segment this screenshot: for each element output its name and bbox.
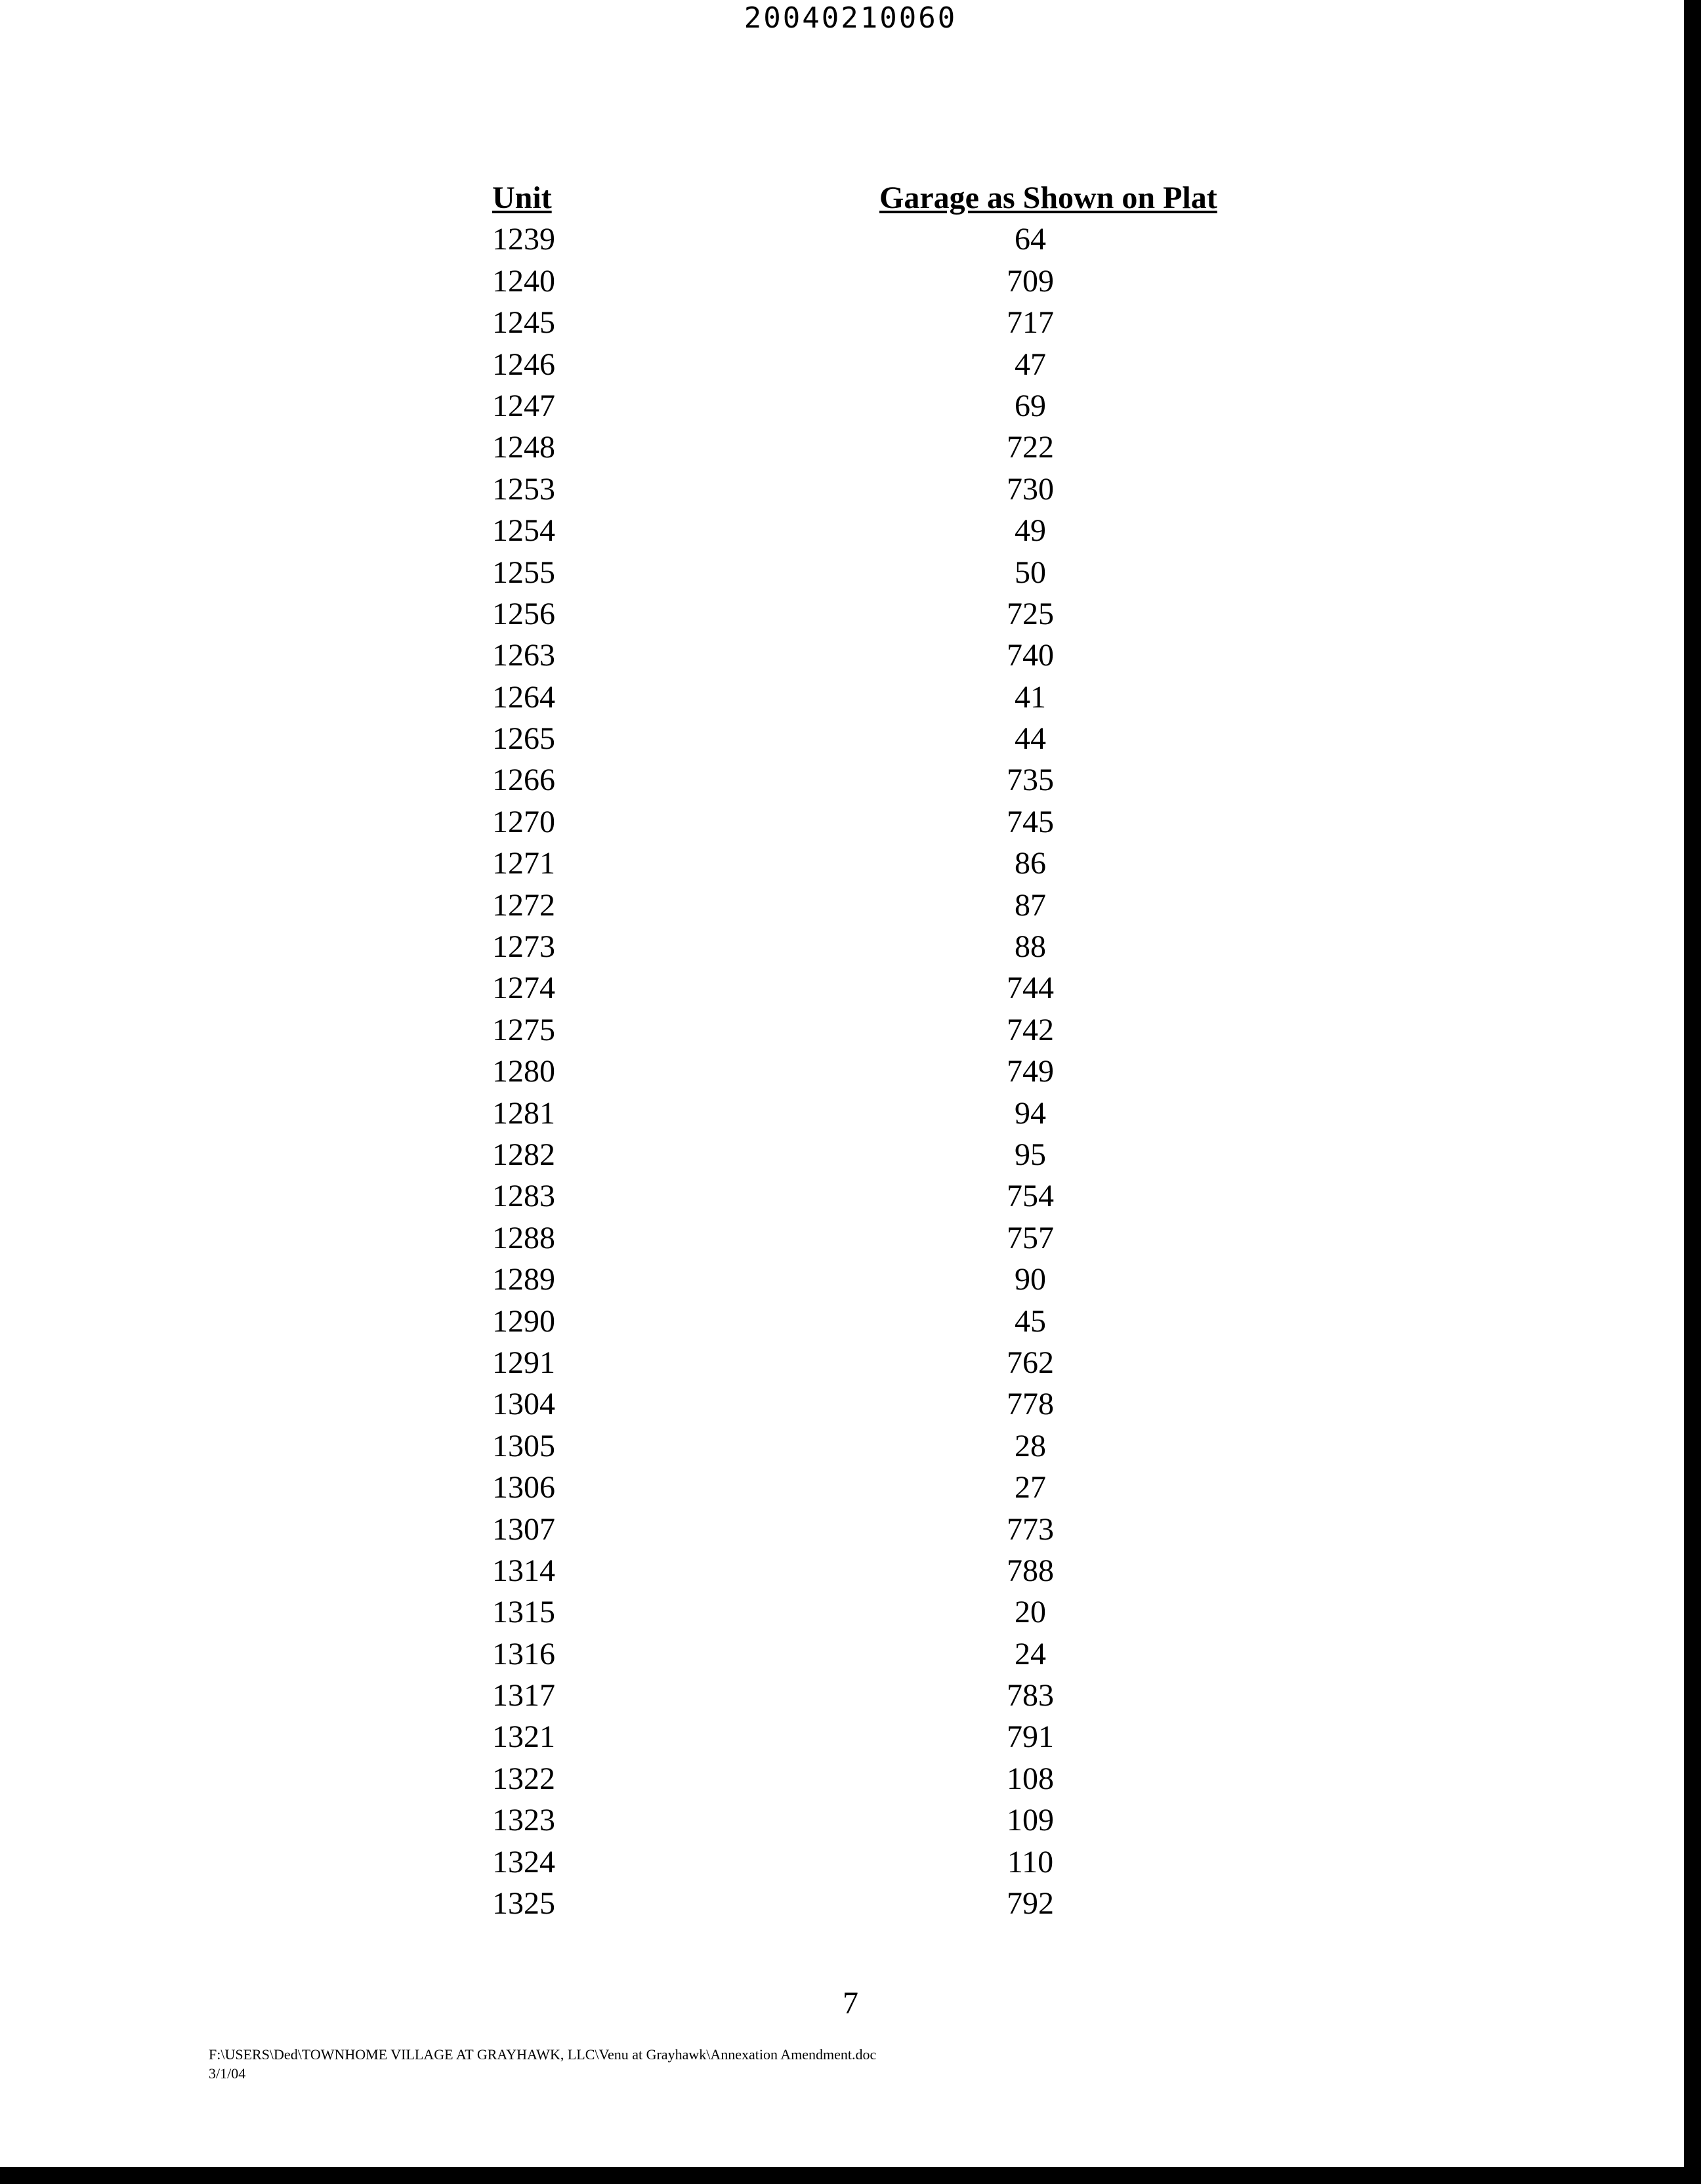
table-row	[472, 1383, 1312, 1425]
table-row	[472, 593, 1312, 635]
table-row	[472, 510, 1312, 551]
unit-cell: 1283	[492, 1179, 555, 1214]
garage-cell: 49	[1015, 513, 1046, 549]
table-row	[472, 1716, 1312, 1757]
table-row	[472, 718, 1312, 759]
unit-cell: 1239	[492, 222, 555, 257]
table-row	[472, 219, 1312, 260]
recording-number: 20040210060	[744, 1, 957, 35]
unit-cell: 1264	[492, 679, 555, 715]
garage-cell: 90	[1015, 1262, 1046, 1297]
table-row	[472, 801, 1312, 843]
footer-date: 3/1/04	[209, 2065, 246, 2082]
unit-cell: 1314	[492, 1553, 555, 1588]
table-row	[472, 261, 1312, 302]
garage-cell: 94	[1015, 1095, 1046, 1131]
unit-cell: 1307	[492, 1511, 555, 1547]
garage-cell: 24	[1015, 1636, 1046, 1671]
table-row	[472, 469, 1312, 510]
garage-cell: 110	[1007, 1844, 1054, 1880]
unit-garage-table	[472, 177, 1312, 1924]
table-row	[472, 1259, 1312, 1300]
unit-cell: 1255	[492, 555, 555, 590]
table-row	[472, 344, 1312, 385]
garage-cell: 717	[1007, 305, 1054, 341]
unit-cell: 1317	[492, 1678, 555, 1713]
garage-cell: 754	[1007, 1179, 1054, 1214]
garage-cell: 745	[1007, 804, 1054, 839]
unit-cell: 1246	[492, 346, 555, 382]
garage-cell: 773	[1007, 1511, 1054, 1547]
unit-cell: 1265	[492, 721, 555, 757]
unit-cell: 1272	[492, 887, 555, 923]
garage-cell: 27	[1015, 1470, 1046, 1505]
garage-cell: 744	[1007, 971, 1054, 1006]
table-row	[472, 1093, 1312, 1134]
unit-cell: 1315	[492, 1595, 555, 1630]
table-row	[472, 1134, 1312, 1175]
garage-cell: 87	[1015, 887, 1046, 923]
unit-cell: 1248	[492, 430, 555, 465]
garage-cell: 45	[1015, 1303, 1046, 1339]
unit-cell: 1273	[492, 929, 555, 965]
table-row	[472, 1301, 1312, 1342]
unit-cell: 1271	[492, 846, 555, 881]
unit-cell: 1281	[492, 1095, 555, 1131]
unit-cell: 1266	[492, 763, 555, 798]
garage-cell: 47	[1015, 346, 1046, 382]
unit-cell: 1240	[492, 263, 555, 299]
table-row	[472, 1342, 1312, 1383]
unit-cell: 1275	[492, 1012, 555, 1047]
garage-cell: 735	[1007, 763, 1054, 798]
garage-cell: 762	[1007, 1345, 1054, 1380]
table-row	[472, 885, 1312, 926]
unit-cell: 1324	[492, 1844, 555, 1880]
garage-cell: 64	[1015, 222, 1046, 257]
garage-cell: 722	[1007, 430, 1054, 465]
garage-cell: 730	[1007, 471, 1054, 507]
garage-cell: 792	[1007, 1886, 1054, 1922]
unit-cell: 1247	[492, 388, 555, 423]
garage-cell: 783	[1007, 1678, 1054, 1713]
unit-cell: 1253	[492, 471, 555, 507]
table-row	[472, 1009, 1312, 1051]
garage-column-header: Garage as Shown on Plat	[879, 180, 1217, 215]
unit-cell: 1288	[492, 1220, 555, 1255]
garage-cell: 88	[1015, 929, 1046, 965]
garage-cell: 778	[1007, 1387, 1054, 1422]
table-body	[472, 219, 1312, 1924]
unit-cell: 1290	[492, 1303, 555, 1339]
unit-cell: 1325	[492, 1886, 555, 1922]
unit-cell: 1245	[492, 305, 555, 341]
table-row	[472, 1633, 1312, 1675]
footer-file-path: F:\USERS\Ded\TOWNHOME VILLAGE AT GRAYHAWK, LLC\Venu at Grayhawk\Annexation Amendment.doc	[209, 2046, 877, 2063]
garage-cell: 20	[1015, 1595, 1046, 1630]
garage-cell: 28	[1015, 1428, 1046, 1463]
unit-cell: 1306	[492, 1470, 555, 1505]
unit-cell: 1291	[492, 1345, 555, 1380]
garage-cell: 725	[1007, 596, 1054, 631]
table-row	[472, 1550, 1312, 1591]
table-row	[472, 759, 1312, 801]
table-row	[472, 1051, 1312, 1092]
garage-cell: 749	[1007, 1054, 1054, 1089]
unit-column-header: Unit	[492, 180, 552, 215]
scan-border-right	[1684, 0, 1701, 2184]
table-row	[472, 385, 1312, 427]
garage-cell: 709	[1007, 263, 1054, 299]
unit-cell: 1280	[492, 1054, 555, 1089]
unit-cell: 1322	[492, 1761, 555, 1796]
table-row	[472, 1841, 1312, 1883]
unit-cell: 1270	[492, 804, 555, 839]
unit-cell: 1282	[492, 1137, 555, 1172]
table-row	[472, 1425, 1312, 1467]
garage-cell: 788	[1007, 1553, 1054, 1588]
table-row	[472, 1675, 1312, 1716]
table-row	[472, 1217, 1312, 1259]
garage-cell: 740	[1007, 638, 1054, 673]
page-number: 7	[843, 1986, 858, 2021]
garage-cell: 109	[1007, 1803, 1054, 1838]
table-row	[472, 427, 1312, 468]
table-row	[472, 1758, 1312, 1799]
table-row	[472, 1591, 1312, 1633]
table-header-row	[472, 177, 1312, 219]
table-row	[472, 302, 1312, 343]
garage-cell: 742	[1007, 1012, 1054, 1047]
garage-cell: 791	[1007, 1719, 1054, 1755]
garage-cell: 86	[1015, 846, 1046, 881]
unit-cell: 1256	[492, 596, 555, 631]
unit-cell: 1304	[492, 1387, 555, 1422]
unit-cell: 1323	[492, 1803, 555, 1838]
garage-cell: 69	[1015, 388, 1046, 423]
scan-border-bottom	[0, 2167, 1701, 2184]
table-row	[472, 1467, 1312, 1508]
garage-cell: 757	[1007, 1220, 1054, 1255]
unit-cell: 1289	[492, 1262, 555, 1297]
table-row	[472, 967, 1312, 1009]
table-row	[472, 1799, 1312, 1841]
unit-cell: 1305	[492, 1428, 555, 1463]
table-row	[472, 843, 1312, 884]
garage-cell: 44	[1015, 721, 1046, 757]
table-row	[472, 1883, 1312, 1924]
unit-cell: 1274	[492, 971, 555, 1006]
unit-cell: 1321	[492, 1719, 555, 1755]
unit-cell: 1254	[492, 513, 555, 549]
garage-cell: 108	[1007, 1761, 1054, 1796]
unit-cell: 1316	[492, 1636, 555, 1671]
table-row	[472, 677, 1312, 718]
table-row	[472, 926, 1312, 967]
table-row	[472, 1509, 1312, 1550]
garage-cell: 50	[1015, 555, 1046, 590]
garage-cell: 41	[1015, 679, 1046, 715]
garage-cell: 95	[1015, 1137, 1046, 1172]
table-row	[472, 552, 1312, 593]
table-row	[472, 1175, 1312, 1217]
unit-cell: 1263	[492, 638, 555, 673]
table-row	[472, 635, 1312, 676]
